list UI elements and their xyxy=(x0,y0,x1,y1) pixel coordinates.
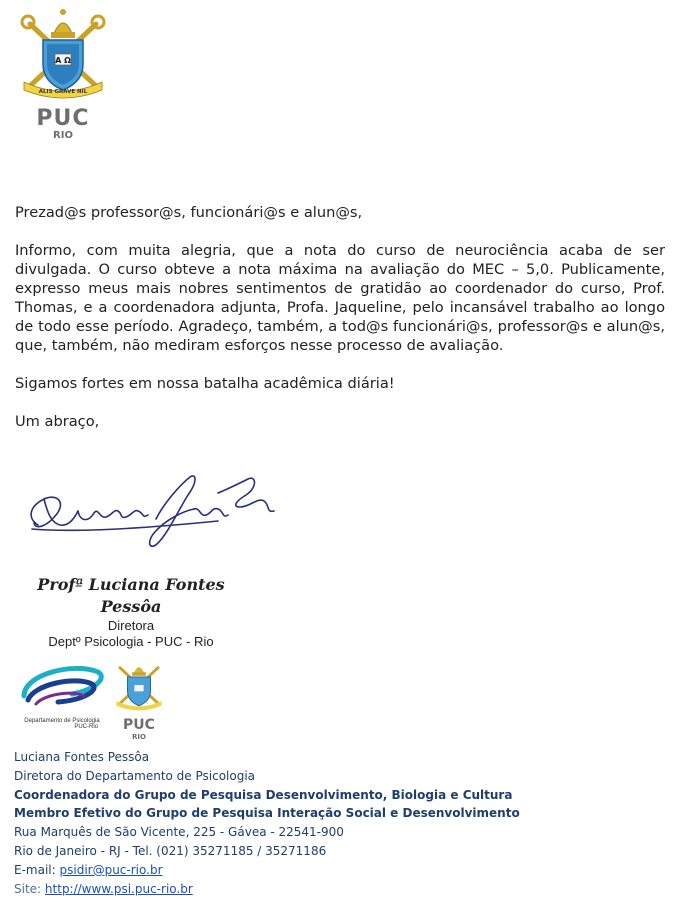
dept-logo-caption-1: Departamento de Psicologia xyxy=(24,718,100,724)
logo-sub: RIO xyxy=(53,130,73,141)
footer-address: Rua Marquês de São Vicente, 225 - Gávea - 22541-900 xyxy=(14,825,344,840)
footer-city-phone: Rio de Janeiro - RJ - Tel. (021) 35271185 / 35271186 xyxy=(14,843,327,858)
puc-crest-small-icon xyxy=(113,656,165,714)
department-swirl-icon xyxy=(14,656,110,714)
small-logo-name: PUC xyxy=(123,717,155,733)
letter-greeting: Prezad@s professor@s, funcionári@s e alun@s, xyxy=(15,204,363,221)
footer-site-label: Site: xyxy=(14,881,42,896)
footer-email-row xyxy=(14,861,520,880)
footer-title: Diretora do Departamento de Psicologia xyxy=(14,768,256,783)
footer-email-label: E-mail: xyxy=(14,862,56,877)
signatory-role: Diretora xyxy=(107,618,155,633)
letter-body xyxy=(15,203,665,450)
ribbon-text: ALIS GRAVE NIL xyxy=(38,89,88,95)
puc-crest-icon xyxy=(18,4,108,104)
letter-closing-line: Sigamos fortes em nossa batalha acadêmica diária! xyxy=(15,375,395,392)
footer-email-link[interactable]: psidir@puc-rio.br xyxy=(59,862,163,877)
handwritten-signature xyxy=(18,463,283,555)
signatory-department: Deptº Psicologia - PUC - Rio xyxy=(48,634,214,649)
footer-name: Luciana Fontes Pessôa xyxy=(14,750,150,764)
footer-site-row xyxy=(14,880,520,899)
email-signature xyxy=(14,748,520,898)
psychology-department-logo xyxy=(14,656,110,732)
dept-logo-caption-2: PUC-Rio xyxy=(74,724,98,730)
signatory-name: Profª Luciana Fontes Pessôa xyxy=(37,575,225,616)
footer-membership: Membro Efetivo do Grupo de Pesquisa Interação Social e Desenvolvimento xyxy=(14,806,520,821)
letter-paragraph: Informo, com muita alegria, que a nota do curso de neurociência acaba de ser divulgada. O curso obteve a nota máxima na avaliação do MEC – 5,0. Publicamente, expresso meus mais nobres sentimentos de gratidão ao coordenador do curso, Prof. Thomas, e a coordenadora adjunta, Profa. Jaqueline, pelo incansável trabalho ao longo de todo esse período. Agradeço, também, a tod@s funcionári@s, professor@s e alun@s, que, também, não mediram esforços nesse processo de avaliação. xyxy=(15,242,665,354)
seal-letters: A Ω xyxy=(55,56,71,65)
small-logo-sub: RIO xyxy=(132,733,146,741)
footer-coordination: Coordenadora do Grupo de Pesquisa Desenvolvimento, Biologia e Cultura xyxy=(14,787,513,802)
puc-rio-logo xyxy=(18,4,108,144)
footer-site-link[interactable]: http://www.psi.puc-rio.br xyxy=(44,881,193,896)
signature-block xyxy=(26,574,236,650)
puc-rio-logo-small xyxy=(113,656,165,742)
letter-sign-off: Um abraço, xyxy=(15,413,100,430)
logo-name: PUC xyxy=(36,106,90,131)
